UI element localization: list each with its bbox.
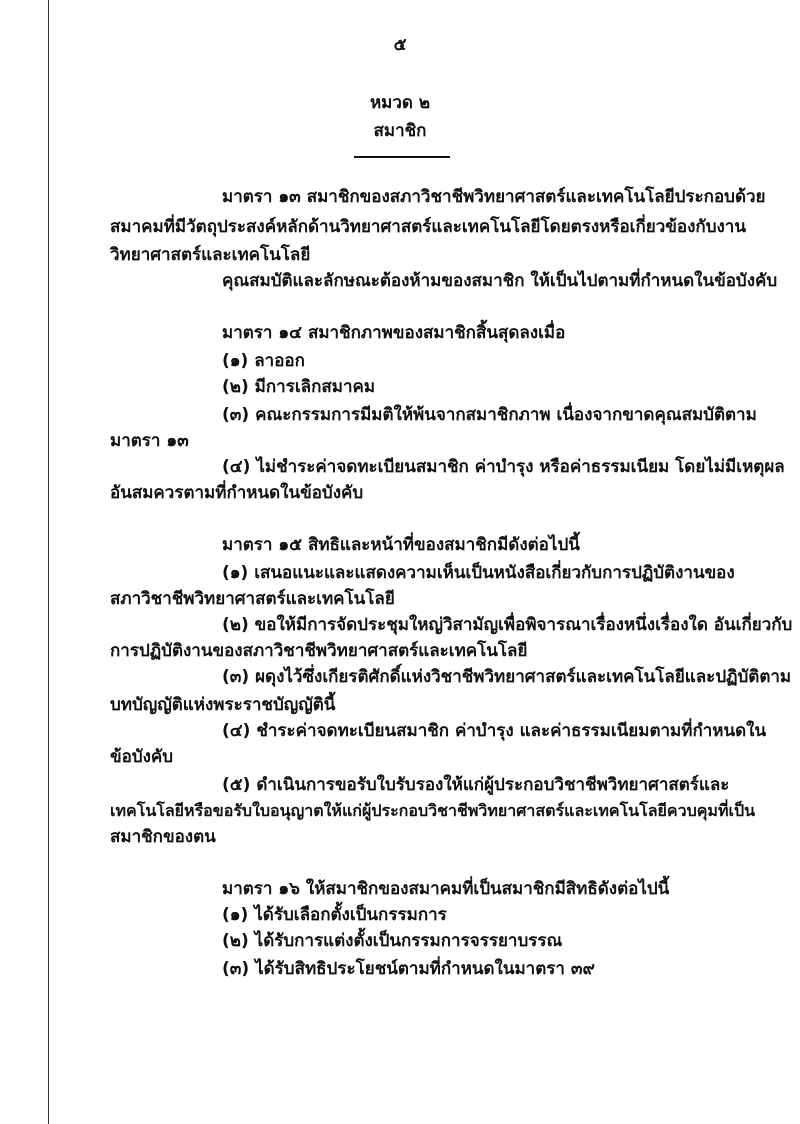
section-13-line-4: คุณสมบัติและลักษณะต้องห้ามของสมาชิก ให้เป็นไปตามที่กำหนดในข้อบังคับ: [222, 271, 778, 291]
section-16-item-1: (๑) ได้รับเลือกตั้งเป็นกรรมการ: [222, 905, 447, 925]
section-13-line-3: วิทยาศาสตร์และเทคโนโลยี: [110, 245, 311, 265]
section-13-line-2: สมาคมที่มีวัตถุประสงค์หลักด้านวิทยาศาสตร์และเทคโนโลยีโดยตรงหรือเกี่ยวข้องกับงาน: [110, 217, 746, 237]
section-14-item-4: (๔) ไม่ชำระค่าจดทะเบียนสมาชิก ค่าบำรุง หรือค่าธรรมเนียม โดยไม่มีเหตุผล: [222, 457, 785, 477]
section-16-heading: มาตรา ๑๖ ให้สมาชิกของสมาคมที่เป็นสมาชิกมีสิทธิดังต่อไปนี้: [222, 879, 670, 899]
section-14-item-3: (๓) คณะกรรมการมีมติให้พ้นจากสมาชิกภาพ เนื่องจากขาดคุณสมบัติตาม: [222, 405, 757, 425]
section-15-item-5-cont: เทคโนโลยีหรือขอรับใบอนุญาตให้แก่ผู้ประกอบวิชาชีพวิทยาศาสตร์และเทคโนโลยีควบคุมที่เป็น: [110, 801, 756, 820]
chapter-subtitle: สมาชิก: [373, 121, 427, 141]
section-14-item-2: (๒) มีการเลิกสมาคม: [222, 377, 376, 397]
section-14-item-3-cont: มาตรา ๑๓: [110, 431, 189, 451]
section-15-item-5: (๕) ดำเนินการขอรับใบรับรองให้แก่ผู้ประกอบวิชาชีพวิทยาศาสตร์และ: [222, 775, 730, 795]
section-15-item-2-cont: การปฏิบัติงานของสภาวิชาชีพวิทยาศาสตร์และเทคโนโลยี: [110, 641, 528, 661]
page-left-edge: [48, 0, 49, 1124]
chapter-title: หมวด ๒: [369, 93, 431, 113]
section-15-item-2: (๒) ขอให้มีการจัดประชุมใหญ่วิสามัญเพื่อพิจารณาเรื่องหนึ่งเรื่องใด อันเกี่ยวกับ: [222, 615, 793, 635]
section-16-item-3: (๓) ได้รับสิทธิประโยชน์ตามที่กำหนดในมาตรา ๓๙: [222, 959, 595, 979]
section-14-item-1: (๑) ลาออก: [222, 351, 305, 371]
section-14-heading: มาตรา ๑๔ สมาชิกภาพของสมาชิกสิ้นสุดลงเมื่อ: [222, 323, 566, 343]
section-15-item-5-cont-2: สมาชิกของตน: [110, 827, 216, 847]
section-15-item-3-cont: บทบัญญัติแห่งพระราชบัญญัตินี้: [110, 695, 336, 715]
section-16-item-2: (๒) ได้รับการแต่งตั้งเป็นกรรมการจรรยาบรรณ: [222, 931, 563, 951]
section-15-heading: มาตรา ๑๕ สิทธิและหน้าที่ของสมาชิกมีดังต่อไปนี้: [222, 535, 580, 555]
section-15-item-1: (๑) เสนอแนะและแสดงความเห็นเป็นหนังสือเกี่ยวกับการปฏิบัติงานของ: [222, 563, 735, 583]
section-15-item-3: (๓) ผดุงไว้ซึ่งเกียรติศักดิ์แห่งวิชาชีพวิทยาศาสตร์และเทคโนโลยีและปฏิบัติตาม: [222, 667, 792, 687]
section-15-item-1-cont: สภาวิชาชีพวิทยาศาสตร์และเทคโนโลยี: [110, 589, 395, 609]
page-number: ๕: [393, 35, 407, 55]
section-15-item-4-cont: ข้อบังคับ: [110, 747, 174, 767]
title-underline: [354, 156, 450, 158]
section-14-item-4-cont: อันสมควรตามที่กำหนดในข้อบังคับ: [110, 483, 364, 503]
section-13-line-1: มาตรา ๑๓ สมาชิกของสภาวิชาชีพวิทยาศาสตร์และเทคโนโลยีประกอบด้วย: [222, 187, 766, 207]
section-15-item-4: (๔) ชำระค่าจดทะเบียนสมาชิก ค่าบำรุง และค่าธรรมเนียมตามที่กำหนดใน: [222, 721, 767, 741]
